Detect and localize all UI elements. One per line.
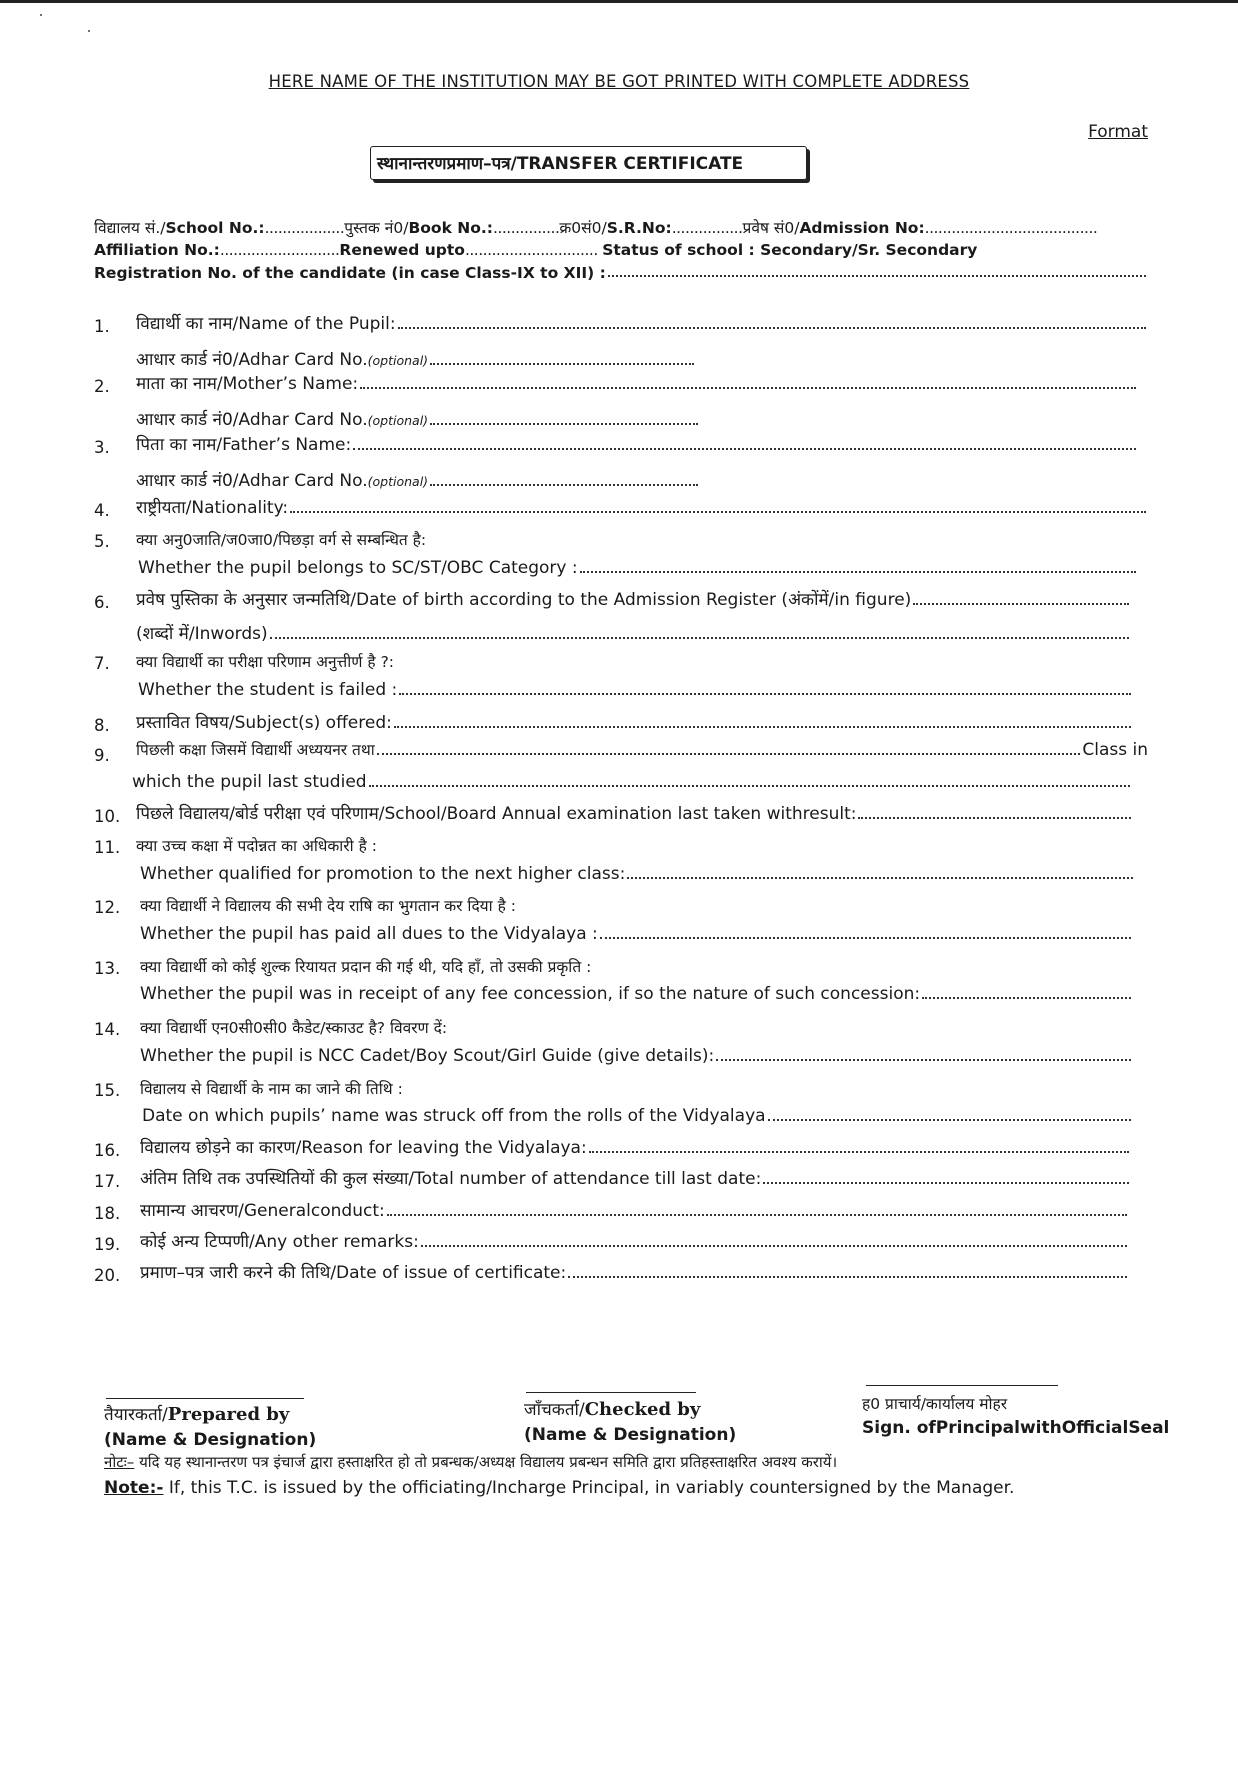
item-line	[140, 1077, 1140, 1099]
item-label: अंतिम तिथि तक उपस्थितियों की कुल संख्या/Total number of attendance till last date:	[140, 1169, 762, 1189]
list-item-sub	[0, 407, 1238, 433]
struck-off-date-field[interactable]	[768, 1119, 1131, 1121]
list-item	[0, 1020, 1238, 1046]
mother-aadhar-field[interactable]	[430, 423, 698, 425]
item-label: कोई अन्य टिप्पणी/Any other remarks:	[140, 1232, 419, 1252]
list-item-sub	[0, 347, 1238, 373]
item-label: Date on which pupils’ name was struck off from the rolls of the Vidyalaya	[142, 1106, 766, 1126]
admission-no-label: Admission No:	[799, 219, 925, 237]
item-number: 7.	[94, 654, 110, 673]
list-item-sub	[0, 621, 1238, 647]
issue-date-field[interactable]	[568, 1276, 1127, 1278]
principal-signature-line[interactable]	[866, 1385, 1058, 1386]
remarks-field[interactable]	[421, 1245, 1127, 1247]
item-line	[138, 680, 1133, 700]
item-number: 20.	[94, 1266, 121, 1285]
item-label: Whether the student is failed :	[138, 680, 398, 700]
item-line	[136, 621, 1131, 644]
item-line	[138, 558, 1138, 578]
list-item	[0, 1169, 1238, 1198]
item-number: 5.	[94, 532, 110, 551]
pupil-aadhar-field[interactable]	[430, 363, 694, 365]
school-no-label: School No.:	[165, 219, 265, 237]
promotion-field[interactable]	[627, 877, 1133, 879]
failed-status-field[interactable]	[399, 693, 1131, 695]
item-label: क्या अनु0जाति/ज0जा0/पिछड़ा वर्ग से सम्बन्धित है:	[136, 531, 427, 549]
item-line	[140, 1260, 1129, 1283]
school-info-line-1: विद्यालय सं./School No.:..................पुस्तक नं0/Book No.:...............क्र0सं0/S.R.No:................प्रवेष सं0/Admission No:.......................................	[94, 219, 1098, 237]
item-number: 3.	[94, 438, 110, 457]
item-line	[136, 801, 1133, 824]
item-number: 16.	[94, 1141, 121, 1160]
list-item	[0, 498, 1238, 527]
item-line	[136, 407, 700, 430]
item-tail: Class in	[1082, 740, 1148, 760]
school-no-label-hi: विद्यालय सं./	[94, 219, 166, 237]
list-item	[0, 1263, 1238, 1292]
item-label: विद्यालय छोड़ने का कारण/Reason for leaving the Vidyalaya:	[140, 1138, 587, 1158]
item-label: प्रवेष पुस्तिका के अनुसार जन्मतिथि/Date of birth according to the Admission Register (अंकोंमें/in figure)	[136, 590, 912, 610]
item-label: प्रमाण–पत्र जारी करने की तिथि/Date of issue of certificate:	[140, 1263, 567, 1283]
list-item-sub	[0, 558, 1238, 584]
attendance-field[interactable]	[763, 1182, 1129, 1184]
item-line	[140, 864, 1135, 884]
last-class-field[interactable]	[377, 753, 1081, 755]
list-item-sub	[0, 680, 1238, 706]
item-number: 8.	[94, 716, 110, 735]
item-line	[140, 1135, 1131, 1158]
last-class-name-field[interactable]	[369, 785, 1130, 787]
item-number: 1.	[94, 317, 110, 336]
item-number: 17.	[94, 1172, 121, 1191]
item-label: Whether the pupil is NCC Cadet/Boy Scout/Girl Guide (give details):	[140, 1046, 715, 1066]
list-item	[0, 1232, 1238, 1261]
checked-signature-line[interactable]	[526, 1392, 696, 1393]
item-number: 9.	[94, 746, 110, 765]
checked-by-sub: (Name & Designation)	[524, 1425, 737, 1445]
item-line	[136, 311, 1148, 334]
item-label: Whether the pupil has paid all dues to the Vidyalaya :	[140, 924, 598, 944]
page-top-border	[0, 0, 1238, 3]
item-line	[136, 834, 1136, 856]
item-label: Whether qualified for promotion to the next higher class:	[140, 864, 626, 884]
list-item-sub	[0, 924, 1238, 950]
note-english: Note:- If, this T.C. is issued by the officiating/Incharge Principal, in variably countersigned by the Manager.	[104, 1478, 1015, 1498]
list-item	[0, 838, 1238, 864]
item-label: (शब्दों में/Inwords)	[136, 624, 268, 644]
affiliation-no-label: Affiliation No.:	[94, 241, 220, 259]
scan-speck	[40, 14, 42, 16]
list-item	[0, 1201, 1238, 1230]
prepared-by-label: तैयारकर्ता/Prepared by	[104, 1404, 290, 1425]
item-label: विद्यार्थी का नाम/Name of the Pupil:	[136, 314, 396, 334]
list-item	[0, 654, 1238, 680]
book-no-label: Book No.:	[408, 219, 493, 237]
item-number: 6.	[94, 593, 110, 612]
item-line	[140, 1166, 1131, 1189]
list-item	[0, 804, 1238, 833]
school-status: Status of school : Secondary/Sr. Secondary	[602, 241, 978, 259]
item-line	[140, 1016, 1140, 1038]
scan-speck	[88, 30, 90, 32]
item-line	[136, 347, 696, 370]
item-line	[136, 468, 700, 491]
item-label: सामान्य आचरण/Generalconduct:	[140, 1201, 385, 1221]
item-line	[140, 1229, 1129, 1252]
list-item	[0, 740, 1238, 772]
principal-sign-label-hi: ह0 प्राचार्य/कार्यालय मोहर	[862, 1395, 1008, 1413]
item-label: क्या विद्यार्थी का परीक्षा परिणाम अनुत्तीर्ण है ?:	[136, 653, 395, 671]
item-line	[140, 894, 1140, 916]
item-label: क्या विद्यार्थी ने विद्यालय की सभी देय राषि का भुगतान कर दिया है :	[140, 897, 516, 915]
item-label: प्रस्तावित विषय/Subject(s) offered:	[136, 713, 392, 733]
admission-no-label-hi: प्रवेष सं0/	[742, 219, 800, 237]
item-line	[140, 1046, 1133, 1066]
sr-no-label-hi: क्र0सं0/	[559, 219, 607, 237]
mother-name-field[interactable]	[360, 387, 1136, 389]
renewed-upto-label: Renewed upto	[339, 241, 465, 259]
principal-sign-label: Sign. ofPrincipalwithOfficialSeal	[862, 1418, 1170, 1438]
item-line	[140, 955, 1140, 977]
item-number: 13.	[94, 959, 121, 978]
item-label: माता का नाम/Mother’s Name:	[136, 374, 359, 394]
institution-header: HERE NAME OF THE INSTITUTION MAY BE GOT PRINTED WITH COMPLETE ADDRESS	[268, 72, 970, 91]
registration-label: Registration No. of the candidate (in case Class-IX to XII) :	[94, 264, 606, 282]
item-label: आधार कार्ड नं0/Adhar Card No.(optional)	[136, 471, 429, 491]
name-of-pupil-field[interactable]	[398, 327, 1146, 329]
list-item	[0, 532, 1238, 558]
item-number: 2.	[94, 377, 110, 396]
list-item	[0, 314, 1238, 343]
fee-concession-field[interactable]	[922, 997, 1131, 999]
list-item-sub	[0, 984, 1238, 1010]
category-field[interactable]	[580, 571, 1136, 573]
item-number: 14.	[94, 1020, 121, 1039]
item-label: Whether the pupil belongs to SC/ST/OBC Category :	[138, 558, 578, 578]
item-number: 4.	[94, 501, 110, 520]
last-exam-field[interactable]	[858, 817, 1131, 819]
item-line	[136, 650, 1136, 672]
conduct-field[interactable]	[387, 1214, 1127, 1216]
item-number: 15.	[94, 1081, 121, 1100]
item-label: पिता का नाम/Father’s Name:	[136, 435, 352, 455]
item-line	[140, 984, 1133, 1004]
item-line	[136, 495, 1148, 518]
item-line	[140, 1198, 1129, 1221]
nationality-field[interactable]	[290, 511, 1146, 513]
father-name-field[interactable]	[353, 448, 1136, 450]
item-label: क्या उच्च कक्षा में पदोन्नत का अधिकारी है :	[136, 837, 377, 855]
ncc-field[interactable]	[716, 1059, 1131, 1061]
item-label: क्या विद्यार्थी एन0सी0सी0 कैडेट/स्काउट है? विवरण दें:	[140, 1019, 448, 1037]
list-item-sub	[0, 772, 1238, 798]
list-item	[0, 898, 1238, 924]
list-item	[0, 1138, 1238, 1167]
item-line	[140, 924, 1133, 944]
list-item	[0, 1081, 1238, 1107]
item-line	[136, 738, 1148, 760]
father-aadhar-field[interactable]	[430, 484, 698, 486]
list-item-sub	[0, 864, 1238, 890]
item-line	[142, 1106, 1133, 1126]
item-label: which the pupil last studied	[132, 772, 367, 792]
item-number: 12.	[94, 898, 121, 917]
registration-line	[94, 264, 1148, 282]
item-label: Whether the pupil was in receipt of any fee concession, if so the nature of such concession:	[140, 984, 921, 1004]
book-no-label-hi: पुस्तक नं0/	[344, 219, 409, 237]
item-label: पिछले विद्यालय/बोर्ड परीक्षा एवं परिणाम/School/Board Annual examination last taken withresult:	[136, 804, 857, 824]
item-line	[136, 587, 1131, 610]
item-label: क्या विद्यार्थी को कोई शुल्क रियायत प्रदान की गई थी, यदि हाँ, तो उसकी प्रकृति :	[140, 958, 592, 976]
school-info-line-2: Affiliation No.:...........................Renewed upto.............................. Status of school : Secondary/Sr. Secondary	[94, 241, 978, 259]
prepared-by-sub: (Name & Designation)	[104, 1430, 317, 1450]
item-line	[136, 371, 1138, 394]
item-label: विद्यालय से विद्यार्थी के नाम का जाने की तिथि :	[140, 1080, 403, 1098]
item-label: पिछली कक्षा जिसमें विद्यार्थी अध्ययनर तथा	[136, 741, 375, 759]
dob-words-field[interactable]	[270, 637, 1129, 639]
leaving-reason-field[interactable]	[589, 1151, 1129, 1153]
checked-by-label: जाँचकर्ता/Checked by	[524, 1399, 701, 1420]
item-line	[136, 710, 1133, 733]
dues-field[interactable]	[600, 937, 1131, 939]
format-label: Format	[1088, 122, 1148, 142]
item-number: 11.	[94, 838, 121, 857]
list-item-sub	[0, 468, 1238, 494]
item-number: 18.	[94, 1204, 121, 1223]
item-label: आधार कार्ड नं0/Adhar Card No.(optional)	[136, 410, 429, 430]
registration-field[interactable]	[608, 275, 1146, 277]
list-item	[0, 590, 1238, 619]
list-item	[0, 374, 1238, 403]
sr-no-label: S.R.No:	[606, 219, 672, 237]
list-item	[0, 959, 1238, 985]
list-item-sub	[0, 1046, 1238, 1072]
certificate-title: स्थानान्तरणप्रमाण–पत्र/TRANSFER CERTIFICATE	[370, 146, 807, 180]
subjects-field[interactable]	[394, 726, 1131, 728]
item-line	[132, 772, 1132, 792]
dob-figure-field[interactable]	[913, 603, 1129, 605]
list-item-sub	[0, 1106, 1238, 1132]
list-item	[0, 435, 1238, 464]
item-label: आधार कार्ड नं0/Adhar Card No.(optional)	[136, 350, 429, 370]
item-label: राष्ट्रीयता/Nationality:	[136, 498, 289, 518]
note-hindi: नोटः– यदि यह स्थानान्तरण पत्र इंचार्ज द्वारा हस्ताक्षरित हो तो प्रबन्धक/अध्यक्ष विद्यालय प्रबन्धन समिति द्वारा प्रतिहस्ताक्षरित अवश्य करायें।	[104, 1453, 838, 1471]
item-line	[136, 432, 1138, 455]
item-line	[136, 528, 1136, 550]
item-number: 19.	[94, 1235, 121, 1254]
item-number: 10.	[94, 807, 121, 826]
prepared-signature-line[interactable]	[106, 1398, 304, 1399]
